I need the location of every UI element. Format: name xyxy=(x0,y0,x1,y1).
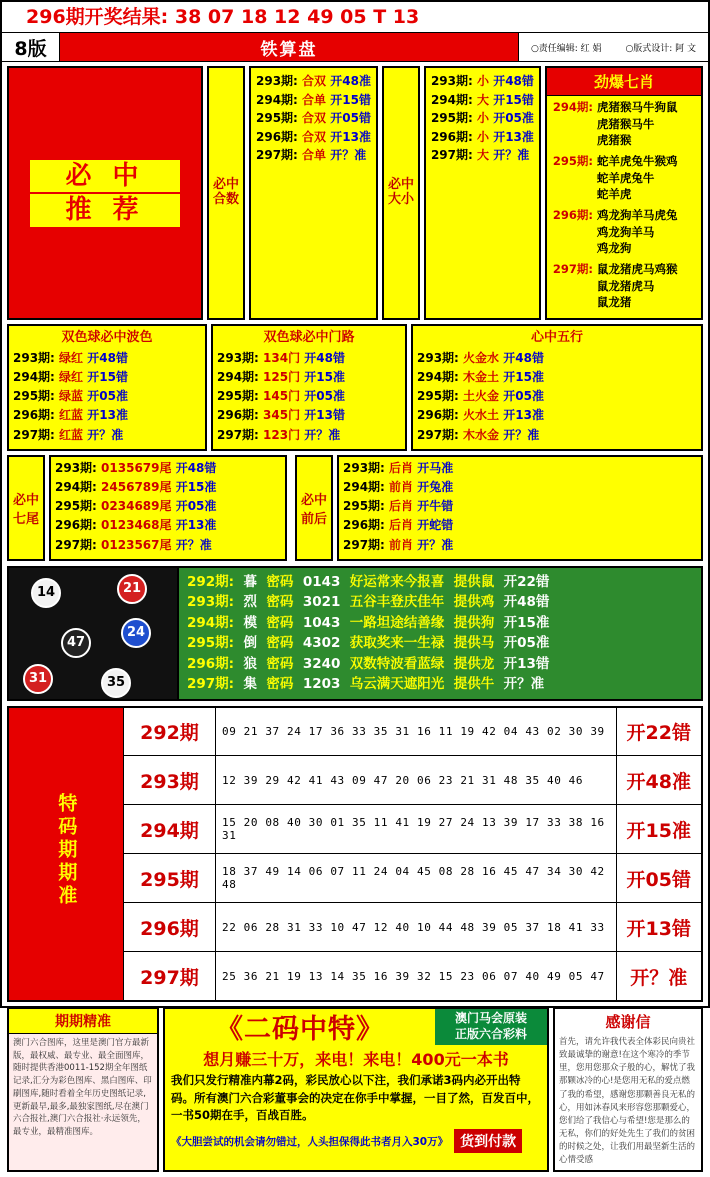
wuxing-box xyxy=(411,324,703,451)
tema-result: 开？准 xyxy=(616,952,702,1001)
tema-period: 294期 xyxy=(123,805,215,854)
list-item: 295期: 倒 密码 4302 获取奖来一生禄 提供马 开05准 xyxy=(187,635,550,652)
poker-chips-image xyxy=(7,566,177,701)
list-item: 295期: 土火金 开05准 xyxy=(417,389,544,404)
qixiao-title: 劲爆七肖 xyxy=(547,68,701,96)
list-item: 294期: 大 开15错 xyxy=(430,92,534,107)
list-item: 293期: 0135679尾 开48错 xyxy=(55,460,217,475)
chip: 14 xyxy=(31,578,61,608)
list-item: 296期: 合双 开13准 xyxy=(256,129,371,144)
qiwei-title-text: 必中七尾 xyxy=(12,492,39,527)
tema-result: 开22错 xyxy=(616,707,702,756)
page-title: 铁算盘 xyxy=(60,33,518,61)
list-item: 294期: 前肖 开兔准 xyxy=(343,479,454,494)
tema-numbers: 18 37 49 14 06 07 11 24 04 45 08 28 16 45 47 34 30 42 48 xyxy=(215,854,616,903)
tema-numbers: 09 21 37 24 17 36 33 35 31 16 11 19 42 04 43 02 30 39 xyxy=(215,707,616,756)
list-item: 296期: 后肖 开蛇错 xyxy=(343,518,454,533)
list-item: 296期: 鸡龙狗羊马虎兔 鸡龙狗羊马 鸡龙狗 xyxy=(552,208,678,256)
list-item: 293期: 小 开48错 xyxy=(430,74,534,88)
bizhong-line-1: 必 中 xyxy=(30,160,180,193)
section-tema-table xyxy=(2,701,708,1002)
qiwei-vertical-title xyxy=(7,455,45,561)
daxiao-title-text: 必中大小 xyxy=(387,177,414,208)
list-item: 293期: 烈 密码 3021 五谷丰登庆佳年 提供鸡 开48错 xyxy=(187,594,550,611)
section-three-boxes xyxy=(2,320,708,451)
list-item: 297期: 前肖 开？准 xyxy=(343,537,454,552)
footer-right-body: 首先，请允许我代表全体彩民向贵社致最诚挚的谢意!在这个寒冷的季节里，您用您那众子般的心，解忧了我那颗冰冷的心!是您用无私的爱点燃了我的希望，感谢您那颗善良无私的心，用如沐春风来形容您那颗爱心，您们给了我信心与希望!您是那么的无私，你们的好处先生了我们的贫困的时候之处，让我们用最坚新生活的心情受感 xyxy=(559,1036,696,1166)
footer-ad-body: 我们只发行精准内幕2码，彩民放心以下注，我们承诺3码内必开出特码。所有澳门六合彩董事会的决定在你手中掌握，一目了然，百发百中，一书50期在手，百战百胜。 xyxy=(171,1072,539,1123)
tema-period: 297期 xyxy=(123,952,215,1001)
tema-period: 293期 xyxy=(123,756,215,805)
list-item: 297期: 木水金 开？准 xyxy=(417,427,540,442)
daxiao-list xyxy=(424,66,541,320)
credits xyxy=(518,33,708,61)
footer-right-title: 感谢信 xyxy=(605,1012,651,1031)
list-item: 295期: 蛇羊虎兔牛猴鸡 蛇羊虎兔牛 蛇羊虎 xyxy=(552,154,678,202)
tema-period: 296期 xyxy=(123,903,215,952)
section-footer xyxy=(2,1002,708,1177)
footer-ad-headline: 想月赚三十万，来电！来电！400元一本书 xyxy=(203,1049,509,1069)
tema-period: 295期 xyxy=(123,854,215,903)
bizhong-banner xyxy=(7,66,203,320)
list-item: 297期: 123门 开？准 xyxy=(217,427,341,442)
footer-ad-side xyxy=(435,1009,547,1045)
list-item: 296期: 0123468尾 开13准 xyxy=(55,518,217,533)
menlu-box xyxy=(211,324,407,451)
list-item: 292期: 暮 密码 0143 好运常来今报喜 提供鼠 开22错 xyxy=(187,573,550,590)
list-item: 296期: 火水土 开13准 xyxy=(417,408,544,423)
chip: 21 xyxy=(117,574,147,604)
wuxing-title: 心中五行 xyxy=(530,330,583,346)
footer-left-box xyxy=(7,1007,159,1172)
list-item: 295期: 小 开05准 xyxy=(430,111,534,126)
list-item: 296期: 狼 密码 3240 双数特波看蓝绿 提供龙 开13错 xyxy=(187,655,550,672)
table-row xyxy=(8,707,702,756)
credit-editor: ○责任编辑: 红 娟 xyxy=(530,43,602,54)
list-item: 294期: 125门 开15准 xyxy=(217,370,345,385)
chip: 31 xyxy=(23,664,53,694)
footer-right-box xyxy=(553,1007,703,1172)
footer-ad-title: 《二码中特》 xyxy=(216,1014,384,1046)
tema-numbers: 22 06 28 31 33 10 47 12 40 10 44 48 39 05 37 18 41 33 xyxy=(215,903,616,952)
qianhou-box xyxy=(337,455,703,561)
list-item: 294期: 合单 开15错 xyxy=(256,92,371,107)
credit-designer: ○版式设计: 阿 文 xyxy=(625,43,697,54)
list-item: 293期: 绿红 开48错 xyxy=(13,350,128,365)
tema-numbers: 25 36 21 19 13 14 35 16 39 32 15 23 06 07 40 49 05 47 xyxy=(215,952,616,1001)
heshu-title-text: 必中合数 xyxy=(212,177,239,208)
list-item: 294期: 虎猪猴马牛狗鼠 虎猪猴马牛 虎猪猴 xyxy=(552,100,678,148)
footer-ad-box xyxy=(163,1007,549,1172)
chip: 24 xyxy=(121,618,151,648)
list-item: 293期: 后肖 开马准 xyxy=(343,460,454,475)
section-codes xyxy=(2,561,708,701)
tema-result: 开48准 xyxy=(616,756,702,805)
list-item: 293期: 合双 开48准 xyxy=(256,74,371,88)
list-item: 297期: 0123567尾 开？准 xyxy=(55,537,212,552)
qixiao-body xyxy=(547,96,701,318)
qianhou-vertical-title xyxy=(295,455,333,561)
list-item: 295期: 后肖 开牛错 xyxy=(343,499,454,514)
list-item: 296期: 红蓝 开13准 xyxy=(13,408,128,423)
list-item: 294期: 绿红 开15错 xyxy=(13,370,128,385)
tema-numbers: 12 39 29 42 41 43 09 47 20 06 23 21 31 48 35 40 46 xyxy=(215,756,616,805)
list-item: 294期: 2456789尾 开15准 xyxy=(55,479,217,494)
tema-vertical-header: 特码期期准 xyxy=(8,707,123,1001)
heshu-list xyxy=(249,66,378,320)
list-item: 296期: 345门 开13错 xyxy=(217,408,345,423)
page-number-badge: 8版 xyxy=(2,33,60,61)
top-result-line: 296期开奖结果: 38 07 18 12 49 05 T 13 xyxy=(2,2,708,32)
tema-table xyxy=(7,706,703,1002)
section-qiwei-qianhou xyxy=(2,451,708,561)
list-item: 296期: 小 开13准 xyxy=(430,129,534,144)
tema-result: 开15准 xyxy=(616,805,702,854)
list-item: 295期: 绿蓝 开05准 xyxy=(13,389,128,404)
list-item: 297期: 大 开？准 xyxy=(430,148,530,163)
heshu-vertical-title xyxy=(207,66,245,320)
title-bar xyxy=(2,32,708,62)
footer-ad-side-line2: 正版六合彩料 xyxy=(454,1026,527,1041)
bose-title: 双色球必中波色 xyxy=(61,330,153,346)
cod-badge[interactable]: 货到付款 xyxy=(454,1129,522,1153)
list-item: 293期: 火金水 开48错 xyxy=(417,350,544,365)
chip: 47 xyxy=(61,628,91,658)
list-item: 297期: 红蓝 开？准 xyxy=(13,427,124,442)
footer-left-title: 期期精准 xyxy=(9,1009,157,1034)
footer-ad-bottom xyxy=(165,1127,547,1153)
daxiao-vertical-title xyxy=(382,66,420,320)
tema-numbers: 15 20 08 40 30 01 35 11 41 19 27 24 13 39 17 33 38 16 31 xyxy=(215,805,616,854)
footer-left-body: 澳门六合图库，这里是澳门官方最新版，最权威、最专业、最全面图库，随时提供香港0011-152期全年图纸记录,汇分为彩色图库、黑白图库、印刷图库,随时看着全年历史图纸记录,更新最早,最多,最独家图纸,尽在澳门六合报社,澳门六合报社·永远领先，最专业，最精准图库。 xyxy=(13,1037,152,1138)
list-item: 295期: 合双 开05错 xyxy=(256,111,371,126)
list-item: 294期: 木金土 开15准 xyxy=(417,370,544,385)
qixiao-box xyxy=(545,66,703,320)
footer-ad-note: 《大胆尝试的机会请勿错过，人头担保得此书者月入30万》 xyxy=(171,1135,449,1148)
footer-ad-header xyxy=(165,1009,547,1045)
list-item: 297期: 集 密码 1203 乌云满天遮阳光 提供牛 开？准 xyxy=(187,676,545,693)
list-item: 295期: 0234689尾 开05准 xyxy=(55,499,217,514)
chip: 35 xyxy=(101,668,131,698)
list-item: 294期: 模 密码 1043 一路坦途结善缘 提供狗 开15准 xyxy=(187,614,550,631)
bizhong-line-2: 推 荐 xyxy=(30,194,180,227)
section-top xyxy=(2,62,708,320)
tema-period: 292期 xyxy=(123,707,215,756)
list-item: 297期: 合单 开？准 xyxy=(256,148,367,163)
list-item: 293期: 134门 开48错 xyxy=(217,350,345,365)
qiwei-box xyxy=(49,455,287,561)
tema-result: 开13错 xyxy=(616,903,702,952)
qianhou-title-text: 必中前后 xyxy=(300,492,327,527)
secret-code-list xyxy=(177,566,703,701)
bose-box xyxy=(7,324,207,451)
list-item: 295期: 145门 开05准 xyxy=(217,389,345,404)
tema-result: 开05错 xyxy=(616,854,702,903)
menlu-title: 双色球必中门路 xyxy=(263,330,355,346)
footer-ad-side-line1: 澳门马会原装 xyxy=(454,1011,527,1026)
list-item: 297期: 鼠龙猪虎马鸡猴 鼠龙猪虎马 鼠龙猪 xyxy=(552,262,678,310)
